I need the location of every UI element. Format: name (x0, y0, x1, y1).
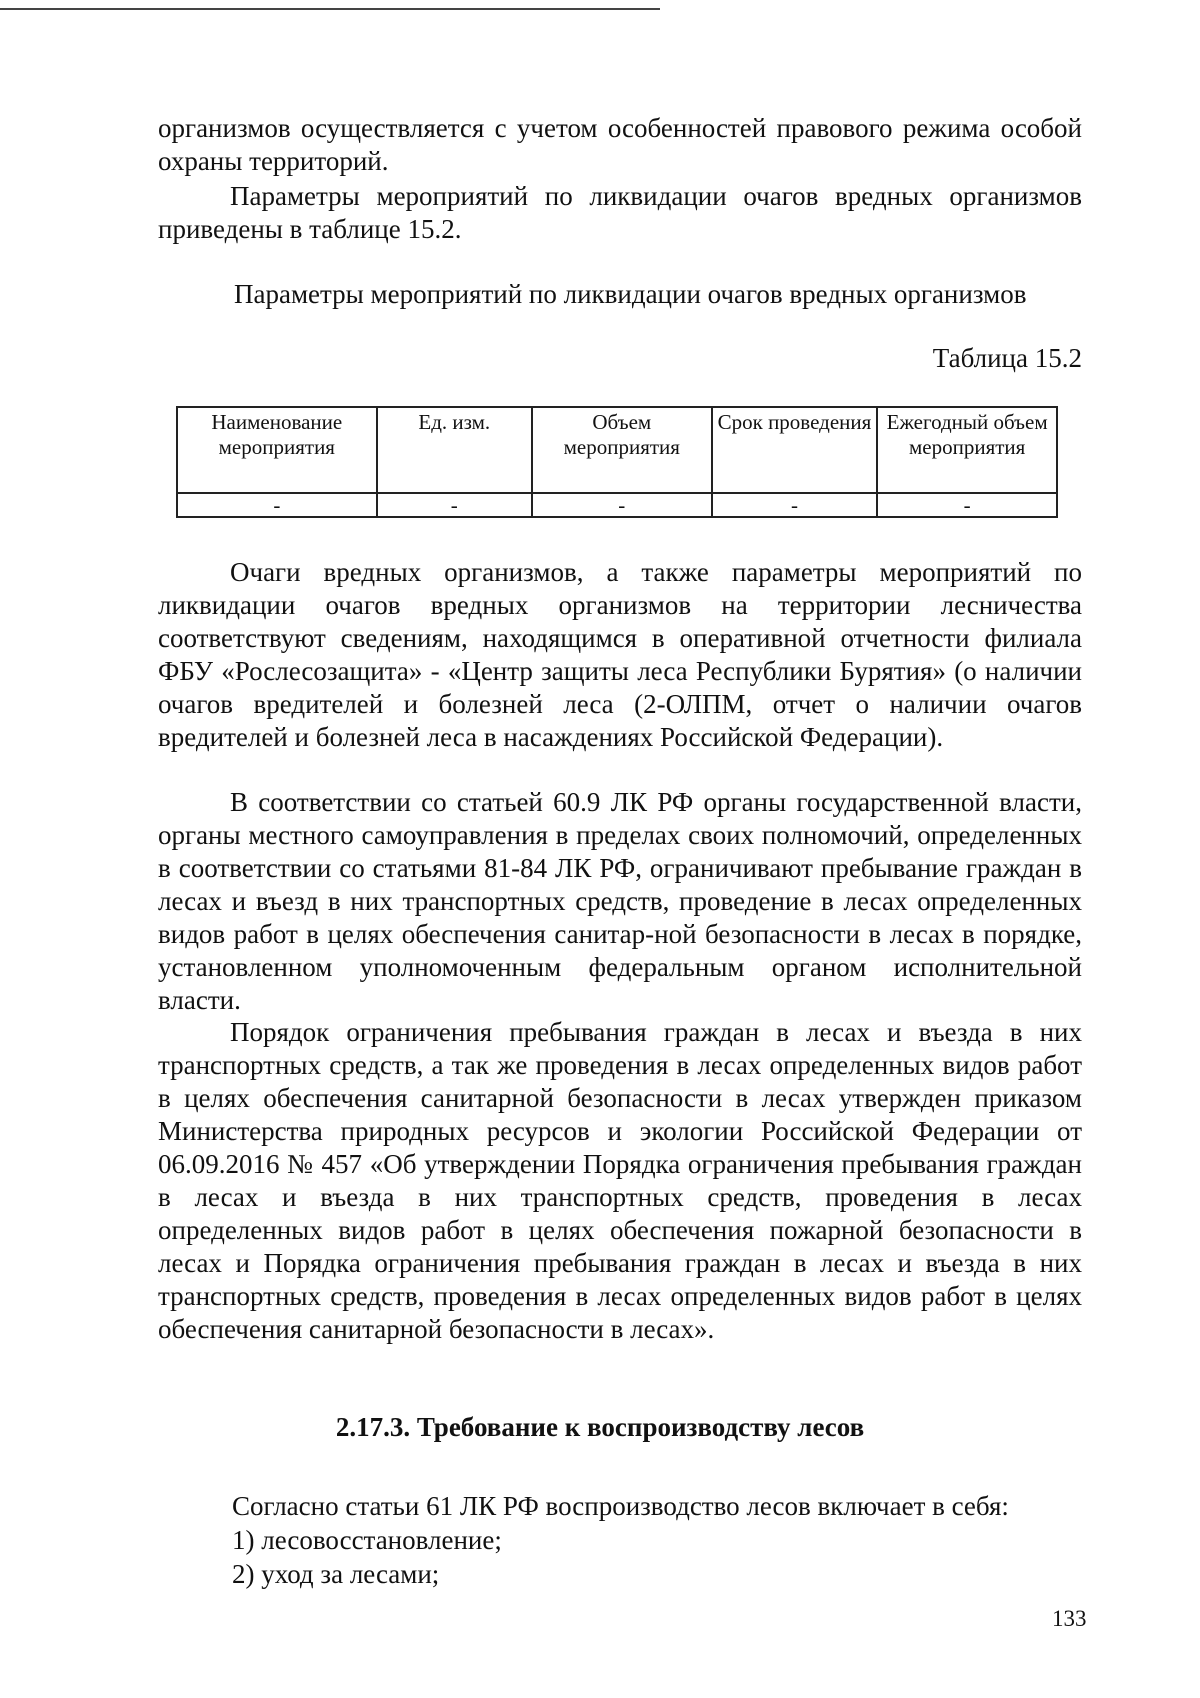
list-item: 2) уход за лесами; (232, 1559, 440, 1589)
table-header-row (177, 407, 1057, 493)
paragraph-continuation: организмов осуществляется с учетом особенностей правового режима особой охраны территорий. (158, 113, 1082, 176)
table-header-cell: Ед. изм. (377, 407, 532, 493)
paragraph-order-457: Порядок ограничения пребывания граждан в лесах и въезда в них транспортных средств, а так же проведения в лесах определенных видов работ в целях обеспечения санитарной безопасности в лесах утвержден приказом Министерства природных ресурсов и экологии Российской Федерации от 06.09.2016 № 457 «Об утверждении Порядка ограничения пребывания граждан в лесах и въезда в них транспортных средств, проведения в лесах определенных видов работ в целях обеспечения пожарной безопасности в лесах и Порядка ограничения пребывания граждан в лесах и въезда в них транспортных средств, проведения в лесах определенных видов работ в целях обеспечения санитарной безопасности в лесах». (158, 1017, 1082, 1344)
table-row (177, 493, 1057, 517)
paragraph-table-reference: Параметры мероприятий по ликвидации очагов вредных организмов приведены в таблице 15.2. (158, 181, 1082, 244)
paragraph-article-60-9: В соответствии со статьей 60.9 ЛК РФ органы государственной власти, органы местного самоуправления в пределах своих полномочий, определенных в соответствии со статьями 81-84 ЛК РФ, ограничивают пребывание граждан в лесах и въезд в них транспортных средств, проведение в лесах определенных видов работ в целях обеспечения санитар-ной безопасности в лесах в порядке, установленном уполномоченным федеральным органом исполнительной власти. (158, 787, 1082, 1015)
table-header-cell: Ежегодный объем мероприятия (877, 407, 1057, 493)
table-cell: - (377, 493, 532, 517)
paragraph-pest-foci: Очаги вредных организмов, а также параметры мероприятий по ликвидации очагов вредных организмов на территории лесничества соответствуют сведениям, находящимся в оперативной отчетности филиала ФБУ «Рослесозащита» - «Центр защиты леса Республики Бурятия» (о наличии очагов вредителей и болезней леса (2-ОЛПМ, отчет о наличии очагов вредителей и болезней леса в насаждениях Российской Федерации). (158, 557, 1082, 752)
list-item: 1) лесовосстановление; (232, 1525, 502, 1555)
table-cell: - (712, 493, 878, 517)
scan-top-rule (0, 8, 660, 10)
table-title: Параметры мероприятий по ликвидации очагов вредных организмов (234, 279, 1027, 309)
table-header-cell: Срок проведения (712, 407, 878, 493)
section-heading: 2.17.3. Требование к воспроизводству лесов (335, 1412, 865, 1442)
table-cell: - (177, 493, 377, 517)
table-cell: - (532, 493, 712, 517)
page-number: 133 (1052, 1606, 1087, 1631)
table-header-cell: Объем мероприятия (532, 407, 712, 493)
table-cell: - (877, 493, 1057, 517)
paragraph-article-61: Согласно статьи 61 ЛК РФ воспроизводство лесов включает в себя: (232, 1491, 1009, 1521)
table-header-cell: Наименование мероприятия (177, 407, 377, 493)
params-table (176, 406, 1058, 518)
table-caption: Таблица 15.2 (932, 343, 1082, 373)
